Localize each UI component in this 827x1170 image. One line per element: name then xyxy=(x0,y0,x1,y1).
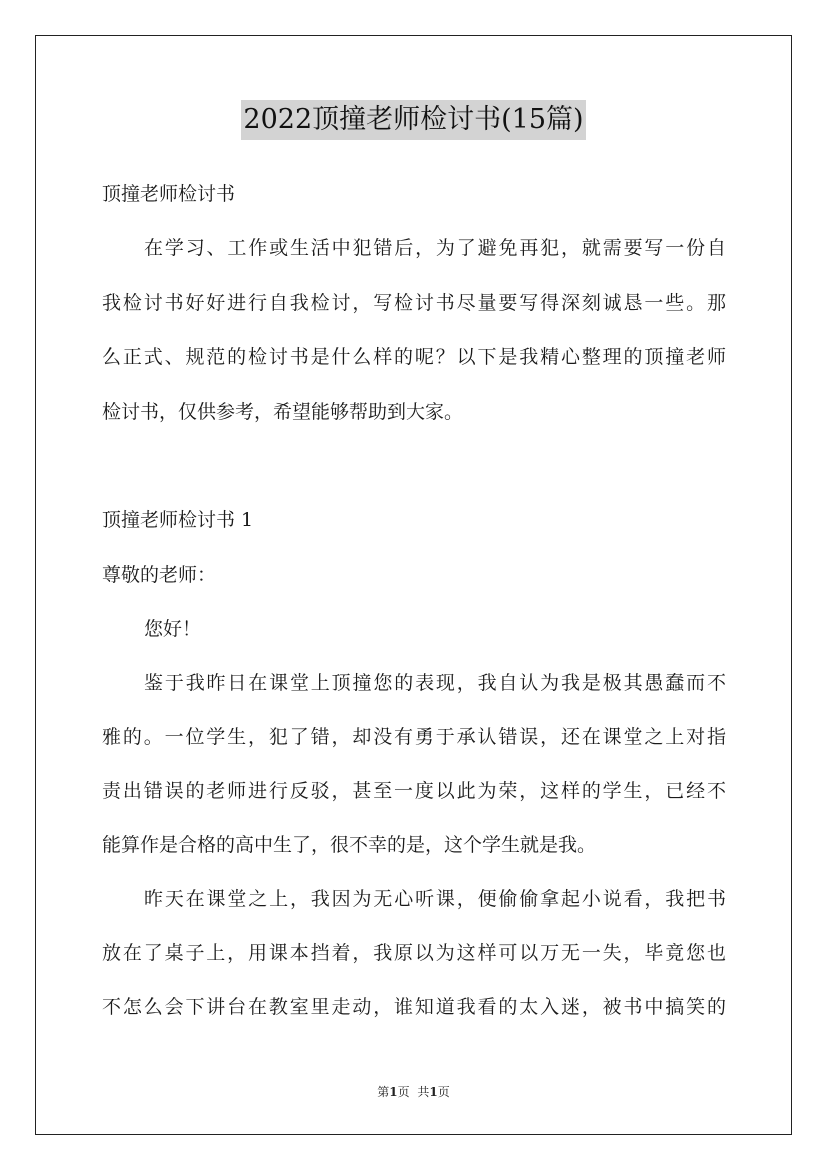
total-suffix: 页 xyxy=(437,1085,450,1099)
letter-heading: 顶撞老师检讨书 1 xyxy=(102,509,254,531)
paragraph-line: 检讨书，仅供参考，希望能够帮助到大家。 xyxy=(102,401,464,423)
paragraph-line-text: 不怎么会下讲台在教室里走动，谁知道我看的太入迷，被书中搞笑的 xyxy=(102,996,726,1018)
page-footer xyxy=(0,1084,827,1100)
paragraph-line-text: 放在了桌子上，用课本挡着，我原以为这样可以万无一失，毕竟您也 xyxy=(102,942,726,964)
paragraph-line-text: 责出错误的老师进行反驳，甚至一度以此为荣，这样的学生，已经不 xyxy=(102,780,726,802)
page-suffix: 页 xyxy=(397,1085,410,1099)
paragraph-line: 能算作是合格的高中生了，很不幸的是，这个学生就是我。 xyxy=(102,834,597,856)
paragraph-line xyxy=(102,291,726,315)
paragraph-line-text: 雅的。一位学生，犯了错，却没有勇于承认错误，还在课堂之上对指 xyxy=(102,726,726,748)
paragraph-line xyxy=(102,995,726,1019)
salutation: 尊敬的老师： xyxy=(102,564,217,586)
paragraph-line xyxy=(102,236,726,260)
paragraph-line xyxy=(102,671,726,695)
total-pages: 1 xyxy=(429,1085,438,1099)
paragraph-line-text: 在学习、工作或生活中犯错后，为了避免再犯，就需要写一份自 xyxy=(144,237,726,259)
paragraph-line-text: 么正式、规范的检讨书是什么样的呢？以下是我精心整理的顶撞老师 xyxy=(102,346,726,368)
paragraph-line xyxy=(102,779,726,803)
greeting: 您好！ xyxy=(144,618,202,640)
page-prefix: 第 xyxy=(377,1085,390,1099)
document-title: 2022顶撞老师检讨书(15篇) xyxy=(241,100,585,140)
paragraph-line-text: 昨天在课堂之上，我因为无心听课，便偷偷拿起小说看，我把书 xyxy=(144,888,726,910)
paragraph-line xyxy=(102,345,726,369)
paragraph-line xyxy=(102,887,726,911)
paragraph-line-text: 我检讨书好好进行自我检讨，写检讨书尽量要写得深刻诚恳一些。那 xyxy=(102,292,726,314)
paragraph-line xyxy=(102,725,726,749)
paragraph-line xyxy=(102,941,726,965)
section-heading: 顶撞老师检讨书 xyxy=(102,183,236,205)
paragraph-line-text: 鉴于我昨日在课堂上顶撞您的表现，我自认为我是极其愚蠢而不 xyxy=(144,672,726,694)
page-number: 1 xyxy=(389,1085,398,1099)
title-container xyxy=(0,100,827,140)
total-prefix: 共 xyxy=(417,1085,430,1099)
